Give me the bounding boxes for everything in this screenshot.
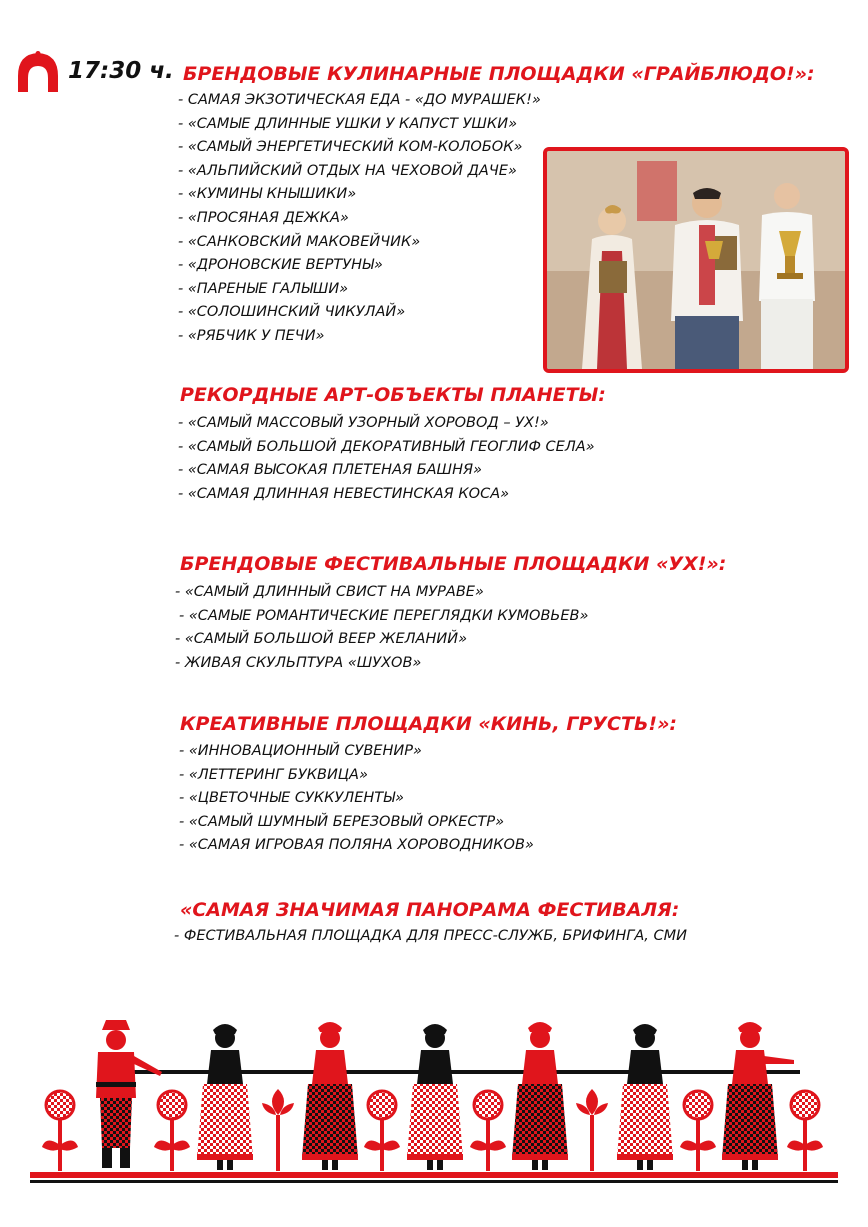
folk-ornament-border (30, 1020, 838, 1190)
list-item: - «ПРОСЯНАЯ ДЕЖКА» (178, 209, 349, 226)
list-item: - «ПАРЕНЫЕ ГАЛЫШИ» (178, 280, 349, 297)
award-photo (543, 147, 849, 373)
list-item: - «САНКОВСКИЙ МАКОВЕЙЧИК» (178, 233, 421, 250)
section-heading-creative: КРЕАТИВНЫЕ ПЛОЩАДКИ «КИНЬ, ГРУСТЬ!»: (180, 713, 678, 735)
list-item: - «САМАЯ ДЛИННАЯ НЕВЕСТИНСКАЯ КОСА» (178, 485, 510, 502)
section-heading-art-objects: РЕКОРДНЫЕ АРТ-ОБЪЕКТЫ ПЛАНЕТЫ: (180, 384, 606, 406)
list-item: - «ЦВЕТОЧНЫЕ СУККУЛЕНТЫ» (179, 790, 404, 807)
list-item: - «САМЫЙ БОЛЬШОЙ ВЕЕР ЖЕЛАНИЙ» (175, 631, 468, 648)
list-item: - «САМЫЙ ЭНЕРГЕТИЧЕСКИЙ КОМ-КОЛОБОК» (178, 139, 523, 156)
creative-list (179, 740, 534, 858)
panorama-list (174, 925, 687, 949)
list-item: - «СОЛОШИНСКИЙ ЧИКУЛАЙ» (178, 304, 406, 321)
list-item: - ФЕСТИВАЛЬНАЯ ПЛОЩАДКА ДЛЯ ПРЕСС-СЛУЖБ, БРИФИНГА, СМИ (174, 928, 688, 944)
list-item: - «КУМИНЫ КНЫШИКИ» (178, 186, 357, 203)
list-item: - «САМАЯ ВЫСОКАЯ ПЛЕТЕНАЯ БАШНЯ» (178, 462, 482, 479)
list-item: - «САМЫЙ ШУМНЫЙ БЕРЕЗОВЫЙ ОРКЕСТР» (179, 813, 505, 830)
list-item: - «РЯБЧИК У ПЕЧИ» (178, 327, 325, 344)
list-item: - «САМЫЕ ДЛИННЫЕ УШКИ У КАПУСТ УШКИ» (178, 115, 518, 132)
festival-logo (14, 50, 62, 94)
list-item: - «САМЫЙ БОЛЬШОЙ ДЕКОРАТИВНЫЙ ГЕОГЛИФ СЕЛА» (178, 438, 595, 455)
section-heading-panorama: «САМАЯ ЗНАЧИМАЯ ПАНОРАМА ФЕСТИВАЛЯ: (180, 899, 680, 921)
list-item: - ЖИВАЯ СКУЛЬПТУРА «ШУХОВ» (175, 654, 422, 671)
culinary-list (178, 89, 541, 349)
festival-sites-list (175, 581, 588, 675)
list-item: - САМАЯ ЭКЗОТИЧЕСКАЯ ЕДА - «ДО МУРАШЕК!» (178, 92, 541, 108)
list-item: - «ДРОНОВСКИЕ ВЕРТУНЫ» (178, 257, 383, 274)
list-item: - «ЛЕТТЕРИНГ БУКВИЦА» (179, 766, 368, 783)
list-item: - «САМЫЙ МАССОВЫЙ УЗОРНЫЙ ХОРОВОД – УХ!» (178, 415, 549, 431)
art-objects-list (178, 412, 595, 506)
list-item: - «ИННОВАЦИОННЫЙ СУВЕНИР» (179, 743, 422, 759)
list-item: - «САМЫЕ РОМАНТИЧЕСКИЕ ПЕРЕГЛЯДКИ КУМОВЬЕВ» (179, 607, 589, 624)
list-item: - «АЛЬПИЙСКИЙ ОТДЫХ НА ЧЕХОВОЙ ДАЧЕ» (178, 162, 517, 179)
event-time: 17:30 ч. (68, 58, 174, 84)
list-item: - «САМАЯ ИГРОВАЯ ПОЛЯНА ХОРОВОДНИКОВ» (179, 837, 534, 854)
logo-text: Ух! (29, 72, 47, 83)
section-heading-festival-sites: БРЕНДОВЫЕ ФЕСТИВАЛЬНЫЕ ПЛОЩАДКИ «УХ!»: (180, 553, 727, 575)
section-heading-culinary: БРЕНДОВЫЕ КУЛИНАРНЫЕ ПЛОЩАДКИ «ГРАЙБЛЮДО!»: (183, 63, 815, 85)
list-item: - «САМЫЙ ДЛИННЫЙ СВИСТ НА МУРАВЕ» (175, 584, 484, 600)
